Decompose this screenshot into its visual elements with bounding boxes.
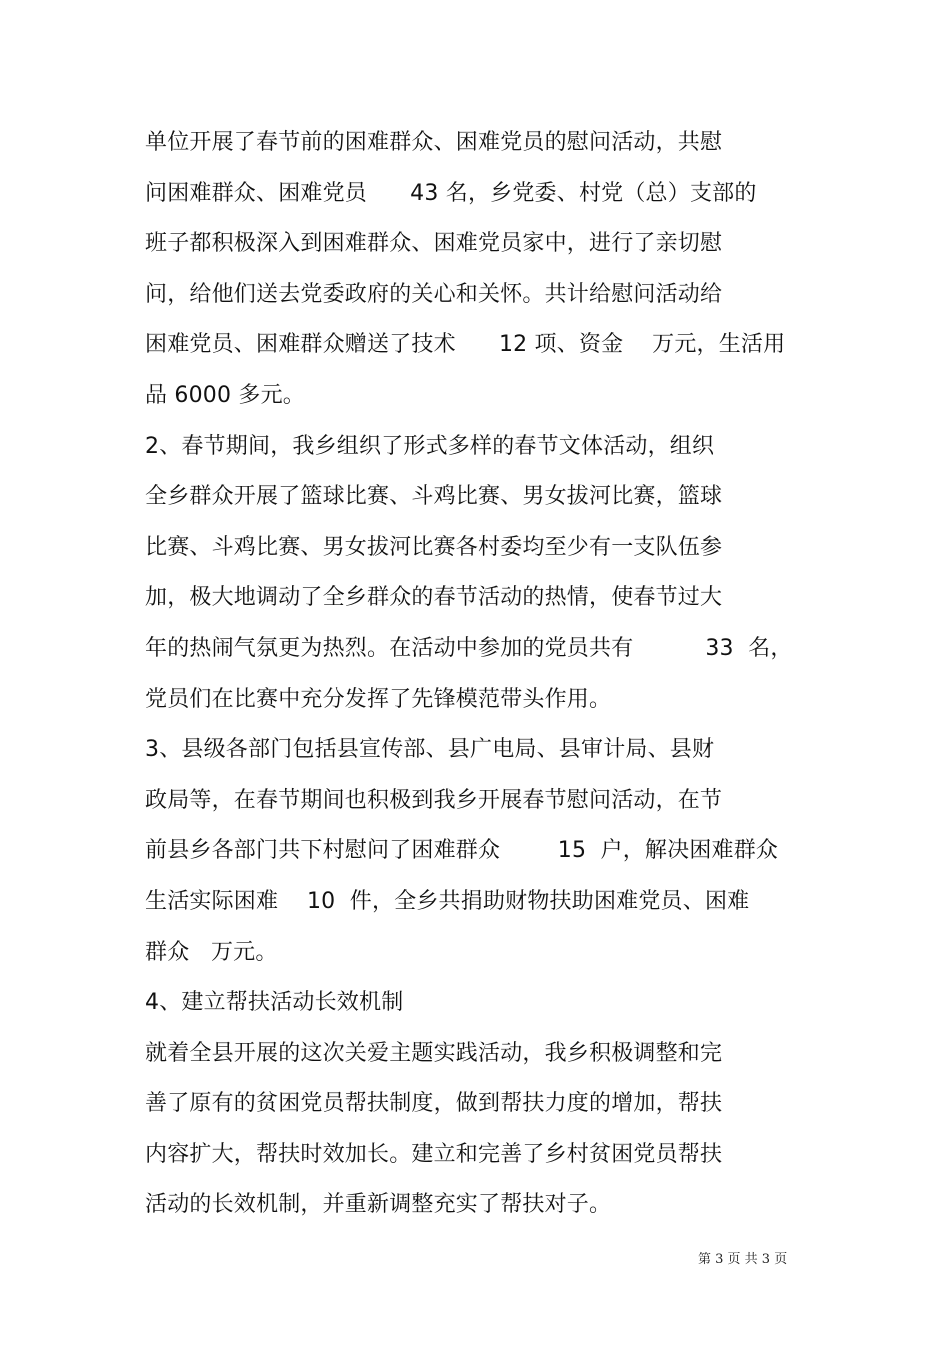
- text-line: 活动的长效机制，并重新调整充实了帮扶对子。: [145, 1192, 612, 1218]
- text-line: 2、春节期间，我乡组织了形式多样的春节文体活动，组织: [145, 433, 715, 459]
- text-line: 班子都积极深入到困难群众、困难党员家中，进行了亲切慰: [145, 231, 723, 257]
- page-number-footer: 第 3 页 共 3 页: [698, 1252, 788, 1267]
- text-line: 生活实际困难 10 件，全乡共捐助财物扶助困难党员、困难: [145, 888, 750, 914]
- text-line: 年的热闹气氛更为热烈。在活动中参加的党员共有 33 名，: [145, 635, 793, 661]
- text-line: 政局等，在春节期间也积极到我乡开展春节慰问活动，在节: [145, 787, 723, 813]
- text-line: 品 6000 多元。: [145, 382, 305, 408]
- text-line: 善了原有的贫困党员帮扶制度，做到帮扶力度的增加，帮扶: [145, 1091, 723, 1117]
- text-line: 3、县级各部门包括县宣传部、县广电局、县审计局、县财: [145, 737, 715, 763]
- text-line: 问困难群众、困难党员 43 名，乡党委、村党（总）支部的: [145, 180, 757, 206]
- text-line: 问，给他们送去党委政府的关心和关怀。共计给慰问活动给: [145, 281, 723, 307]
- text-line: 内容扩大，帮扶时效加长。建立和完善了乡村贫困党员帮扶: [145, 1141, 723, 1167]
- text-line: 比赛、斗鸡比赛、男女拔河比赛各村委均至少有一支队伍参: [145, 534, 723, 560]
- text-line: 全乡群众开展了篮球比赛、斗鸡比赛、男女拔河比赛，篮球: [145, 484, 723, 510]
- text-line: 群众 万元。: [145, 939, 278, 965]
- text-line: 前县乡各部门共下村慰问了困难群众 15 户，解决困难群众: [145, 838, 779, 864]
- text-line: 党员们在比赛中充分发挥了先锋模范带头作用。: [145, 686, 612, 712]
- body-text: [145, 118, 845, 1231]
- text-line: 困难党员、困难群众赠送了技术 12 项、资金 万元，生活用: [145, 332, 786, 358]
- text-line: 加，极大地调动了全乡群众的春节活动的热情，使春节过大: [145, 585, 723, 611]
- text-line: 4、建立帮扶活动长效机制: [145, 990, 404, 1016]
- text-line: 就着全县开展的这次关爱主题实践活动，我乡积极调整和完: [145, 1040, 723, 1066]
- text-line: 单位开展了春节前的困难群众、困难党员的慰问活动，共慰: [145, 130, 723, 155]
